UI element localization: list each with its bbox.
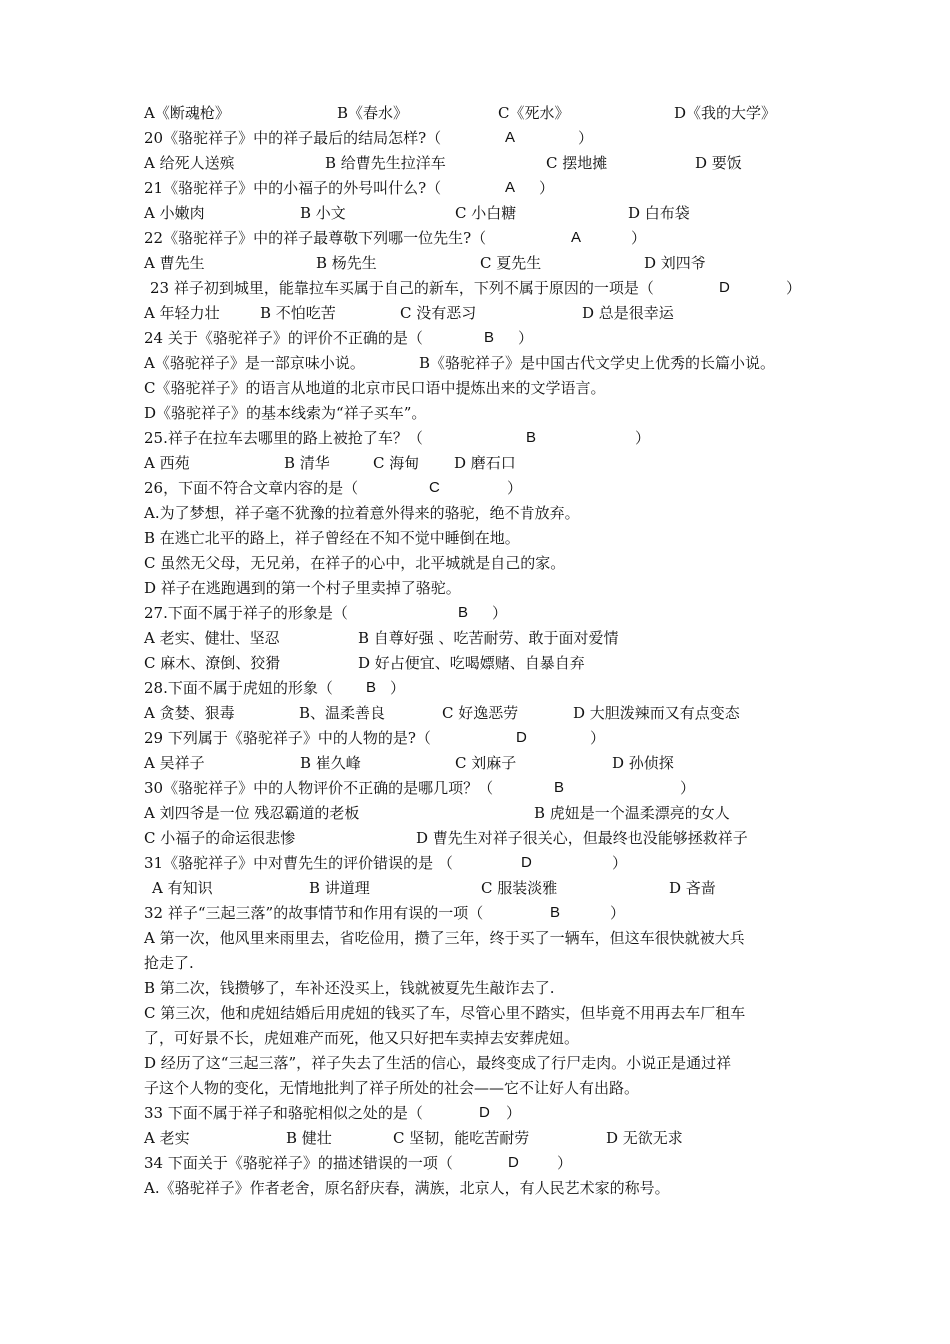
answer-letter: B — [458, 604, 469, 621]
text-segment: A 老实、健壮、坚忍 — [144, 629, 280, 647]
answer-letter: A — [571, 229, 582, 246]
answer-letter: B — [554, 779, 565, 796]
text-segment: ） — [610, 904, 626, 922]
text-segment: ） — [539, 179, 555, 197]
text-segment: A《断魂枪》 — [144, 104, 230, 122]
text-segment: B 自尊好强 、吃苦耐劳、敢于面对爱情 — [358, 629, 619, 647]
text-segment: A 有知识 — [152, 879, 213, 897]
text-segment: 子这个人物的变化，无情地批判了祥子所处的社会——它不让好人有出路。 — [144, 1079, 640, 1097]
text-segment: D 孙侦探 — [612, 754, 674, 772]
text-segment: C 夏先生 — [480, 254, 542, 272]
text-segment: 22《骆驼祥子》中的祥子最尊敬下列哪一位先生?（ — [144, 229, 487, 247]
text-segment: D《我的大学》 — [674, 104, 777, 122]
text-segment: D 要饭 — [695, 154, 742, 172]
text-segment: B 杨先生 — [316, 254, 377, 272]
text-segment: D 经历了这“三起三落”，祥子失去了生活的信心，最终变成了行尸走肉。小说正是通过祥 — [144, 1054, 732, 1072]
text-segment: B《春水》 — [337, 104, 409, 122]
text-segment: ） — [680, 779, 696, 797]
text-segment: B《骆驼祥子》是中国古代文学史上优秀的长篇小说。 — [419, 354, 776, 372]
text-segment: 了，可好景不长，虎妞难产而死，他又只好把车卖掉去安葬虎妞。 — [144, 1029, 580, 1047]
text-segment: A.《骆驼祥子》作者老舍，原名舒庆春，满族，北京人，有人民艺术家的称号。 — [144, 1179, 670, 1197]
text-segment: ） — [635, 429, 651, 447]
text-segment: 24 关于《骆驼祥子》的评价不正确的是（ — [144, 329, 423, 347]
answer-letter: D — [479, 1104, 490, 1121]
text-segment: A 西苑 — [144, 454, 190, 472]
text-segment: A 第一次，他风里来雨里去，省吃俭用，攒了三年，终于买了一辆车，但这车很快就被大兵 — [144, 929, 745, 947]
answer-letter: B — [484, 329, 495, 346]
text-segment: C《死水》 — [498, 104, 570, 122]
text-segment: ） — [578, 129, 594, 147]
text-segment: 31《骆驼祥子》中对曹先生的评价错误的是 （ — [144, 854, 453, 872]
text-segment: A 老实 — [144, 1129, 190, 1147]
text-segment: A 吴祥子 — [144, 754, 205, 772]
text-segment: C 摆地摊 — [546, 154, 608, 172]
text-segment: D 大胆泼辣而又有点变态 — [573, 704, 740, 722]
text-segment: A.为了梦想，祥子毫不犹豫的拉着意外得来的骆驼，绝不肯放弃。 — [144, 504, 580, 522]
text-segment: C 刘麻子 — [455, 754, 517, 772]
text-segment: 抢走了. — [144, 954, 194, 972]
text-segment: B 健壮 — [286, 1129, 332, 1147]
text-segment: B 在逃亡北平的路上，祥子曾经在不知不觉中睡倒在地。 — [144, 529, 520, 547]
text-segment: ） — [631, 229, 647, 247]
text-segment: D 祥子在逃跑遇到的第一个村子里卖掉了骆驼。 — [144, 579, 461, 597]
text-segment: ） — [612, 854, 628, 872]
text-segment: 34 下面关于《骆驼祥子》的描述错误的一项（ — [144, 1154, 453, 1172]
answer-letter: D — [719, 279, 730, 296]
text-segment: D 刘四爷 — [644, 254, 706, 272]
text-segment: C 小白糖 — [455, 204, 517, 222]
text-segment: C 第三次，他和虎妞结婚后用虎妞的钱买了车，尽管心里不踏实，但毕竟不用再去车厂租车 — [144, 1004, 746, 1022]
text-segment: B 虎妞是一个温柔漂亮的女人 — [534, 804, 730, 822]
text-segment: B 崔久峰 — [300, 754, 361, 772]
text-segment: C 虽然无父母，无兄弟，在祥子的心中，北平城就是自己的家。 — [144, 554, 566, 572]
answer-letter: B — [526, 429, 537, 446]
text-segment: ） — [492, 604, 508, 622]
text-segment: B 讲道理 — [309, 879, 370, 897]
text-segment: C 服装淡雅 — [481, 879, 558, 897]
text-segment: ） — [557, 1154, 573, 1172]
text-segment: A 刘四爷是一位 残忍霸道的老板 — [144, 804, 360, 822]
text-segment: ） — [590, 729, 606, 747]
text-segment: 30《骆驼祥子》中的人物评价不正确的是哪几项？（ — [144, 779, 494, 797]
text-segment: 33 下面不属于祥子和骆驼相似之处的是（ — [144, 1104, 423, 1122]
text-segment: ） — [507, 479, 523, 497]
answer-letter: D — [516, 729, 527, 746]
text-segment: D 总是很幸运 — [582, 304, 674, 322]
text-segment: C 没有恶习 — [400, 304, 477, 322]
text-segment: 28.下面不属于虎妞的形象（ — [144, 679, 333, 697]
text-segment: D《骆驼祥子》的基本线索为“祥子买车”。 — [144, 404, 427, 422]
answer-letter: B — [550, 904, 561, 921]
text-segment: C《骆驼祥子》的语言从地道的北京市民口语中提炼出来的文学语言。 — [144, 379, 606, 397]
text-segment: B 小文 — [300, 204, 346, 222]
text-segment: C 坚韧，能吃苦耐劳 — [393, 1129, 530, 1147]
text-segment: B、温柔善良 — [299, 704, 386, 722]
text-segment: 25.祥子在拉车去哪里的路上被抢了车？（ — [144, 429, 423, 447]
text-segment: 21《骆驼祥子》中的小福子的外号叫什么?（ — [144, 179, 442, 197]
text-segment: A 小嫩肉 — [144, 204, 205, 222]
text-segment: C 麻木、潦倒、狡猾 — [144, 654, 281, 672]
text-segment: A 给死人送殡 — [144, 154, 235, 172]
text-segment: A 年轻力壮 — [144, 304, 220, 322]
text-segment: 26，下面不符合文章内容的是（ — [144, 479, 359, 497]
text-segment: D 曹先生对祥子很关心，但最终也没能够拯救祥子 — [416, 829, 748, 847]
text-segment: C 好逸恶劳 — [442, 704, 519, 722]
text-segment: ） — [786, 279, 802, 297]
text-segment: A 曹先生 — [144, 254, 205, 272]
text-segment: B 清华 — [284, 454, 330, 472]
text-segment: B 给曹先生拉洋车 — [325, 154, 446, 172]
text-segment: 23 祥子初到城里，能靠拉车买属于自己的新车，下列不属于原因的一项是（ — [150, 279, 654, 297]
text-segment: B 不怕吃苦 — [260, 304, 336, 322]
text-segment: ） — [518, 329, 534, 347]
text-segment: 20《骆驼祥子》中的祥子最后的结局怎样?（ — [144, 129, 442, 147]
text-segment: D 白布袋 — [628, 204, 690, 222]
answer-letter: C — [429, 479, 440, 496]
text-segment: D 好占便宜、吃喝嫖赌、自暴自弃 — [358, 654, 585, 672]
answer-letter: A — [505, 179, 516, 196]
text-segment: ） — [506, 1104, 522, 1122]
text-segment: A《骆驼祥子》是一部京味小说。 — [144, 354, 365, 372]
text-segment: C 小福子的命运很悲惨 — [144, 829, 296, 847]
text-segment: A 贪婪、狠毒 — [144, 704, 235, 722]
text-segment: 29 下列属于《骆驼祥子》中的人物的是?（ — [144, 729, 431, 747]
text-segment: B 第二次，钱攒够了，车补还没买上，钱就被夏先生敲诈去了. — [144, 979, 555, 997]
text-segment: D 吝啬 — [669, 879, 716, 897]
answer-letter: D — [508, 1154, 519, 1171]
answer-letter: B — [366, 679, 377, 696]
answer-letter: A — [505, 129, 516, 146]
text-segment: D 无欲无求 — [606, 1129, 683, 1147]
text-segment: 32 祥子“三起三落”的故事情节和作用有误的一项（ — [144, 904, 484, 922]
text-segment: 27.下面不属于祥子的形象是（ — [144, 604, 348, 622]
text-segment: C 海甸 — [373, 454, 420, 472]
text-segment: D 磨石口 — [454, 454, 516, 472]
text-segment: ） — [390, 679, 406, 697]
answer-letter: D — [521, 854, 532, 871]
